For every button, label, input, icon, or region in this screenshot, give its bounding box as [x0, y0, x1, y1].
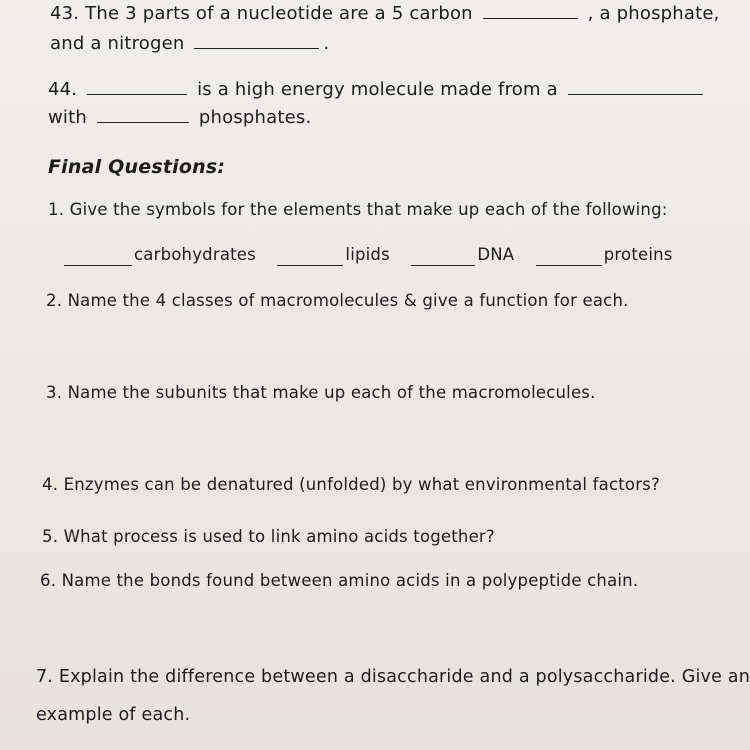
blank-line[interactable]: [411, 249, 475, 266]
blank-lipids[interactable]: [277, 244, 390, 266]
q44-blank-count[interactable]: [97, 106, 189, 123]
blank-carbohydrates[interactable]: [64, 244, 256, 266]
final-questions-heading: Final Questions:: [48, 156, 226, 178]
q44-text-phosphates: phosphates.: [198, 107, 312, 128]
final-q5: 5. What process is used to link amino acids together?: [42, 527, 495, 546]
q43-text-phosphate: , a phosphate,: [587, 3, 720, 24]
label-dna: DNA: [477, 245, 515, 264]
q43-text: 43. The 3 parts of a nucleotide are a 5 carbon: [50, 3, 473, 24]
q44-blank-base[interactable]: [568, 78, 703, 95]
q44-line-2: [48, 106, 311, 129]
q44-blank-molecule[interactable]: [87, 78, 187, 95]
final-q6: 6. Name the bonds found between amino acids in a polypeptide chain.: [40, 571, 639, 590]
blank-line[interactable]: [277, 249, 343, 266]
final-q7-line-1: 7. Explain the difference between a disaccharide and a polysaccharide. Give an: [36, 667, 750, 687]
blank-line[interactable]: [536, 249, 602, 266]
blank-proteins[interactable]: [536, 244, 673, 266]
q43-line-1: [50, 2, 720, 25]
final-q1-blanks: [64, 244, 689, 272]
blank-line[interactable]: [64, 249, 132, 266]
blank-dna[interactable]: [411, 244, 514, 266]
final-q3: 3. Name the subunits that make up each of the macromolecules.: [46, 383, 596, 402]
label-lipids: lipids: [345, 245, 390, 264]
q43-blank-sugar[interactable]: [483, 2, 578, 19]
q43-text-nitrogen: and a nitrogen: [50, 33, 185, 54]
label-proteins: proteins: [603, 245, 673, 264]
final-q4: 4. Enzymes can be denatured (unfolded) by what environmental factors?: [42, 475, 660, 494]
label-carbohydrates: carbohydrates: [134, 245, 256, 264]
q43-line-2: [50, 32, 329, 55]
q44-number: 44.: [48, 79, 78, 100]
final-q1: 1. Give the symbols for the elements that make up each of the following:: [48, 200, 668, 219]
final-q2: 2. Name the 4 classes of macromolecules & give a function for each.: [46, 291, 629, 310]
q44-with: with: [48, 107, 87, 128]
q43-period: .: [323, 33, 330, 54]
q43-blank-base[interactable]: [194, 32, 319, 49]
q44-text: is a high energy molecule made from a: [197, 79, 558, 100]
q44-line-1: [48, 78, 707, 101]
final-q7-line-2: example of each.: [36, 705, 191, 725]
